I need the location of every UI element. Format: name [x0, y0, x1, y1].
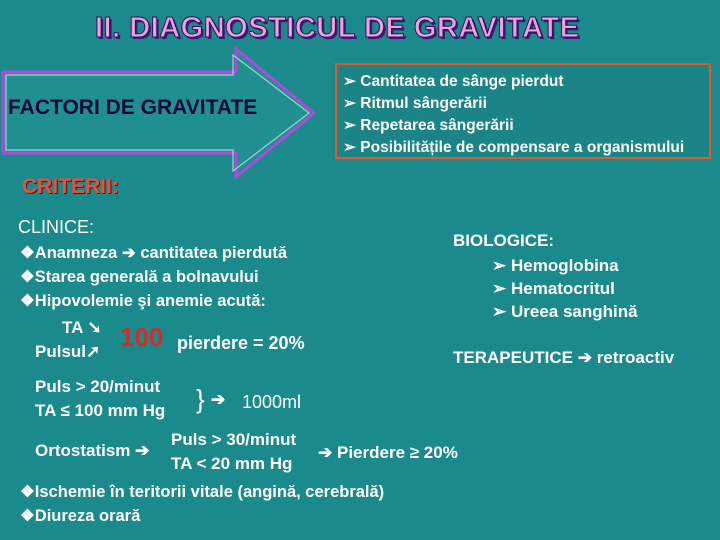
chevron-bullet-icon: ➢ — [492, 279, 511, 298]
diamond-bullet-icon: ❖ — [20, 244, 35, 262]
ta100-label: TA ≤ 100 mm Hg — [35, 401, 166, 420]
page-title: II. DIAGNOSTICUL DE GRAVITATE — [95, 12, 580, 44]
terapeutice-line: TERAPEUTICE ➔ retroactiv — [453, 348, 675, 367]
criterii-heading: CRITERII: — [22, 175, 119, 198]
biologice-item: ➢ Hematocritul — [492, 279, 615, 298]
factor-item: ➢ Cantitatea de sânge pierdut — [343, 73, 564, 90]
down-right-arrow-icon: ➘ — [87, 318, 102, 337]
anamneza-line: ❖Anamneza ➔ cantitatea pierdută — [20, 244, 288, 262]
chevron-bullet-icon: ➢ — [343, 139, 361, 156]
value-100: 100 — [120, 322, 164, 352]
ischemie-line: ❖Ischemie în teritorii vitale (angină, cerebrală) — [20, 483, 385, 501]
diamond-bullet-icon: ❖ — [20, 507, 35, 525]
ta20-label: TA < 20 mm Hg — [171, 454, 293, 473]
puls-label: Pulsul➚ — [35, 342, 101, 361]
clinice-heading: CLINICE: — [18, 217, 95, 237]
stare-line: ❖Starea generală a bolnavului — [20, 268, 259, 286]
chevron-bullet-icon: ➢ — [492, 256, 511, 275]
chevron-bullet-icon: ➢ — [492, 302, 511, 321]
biologice-heading: BIOLOGICE: — [453, 231, 555, 250]
brace-icon: } — [196, 384, 205, 414]
right-arrow-icon: ➔ — [121, 244, 136, 262]
diamond-bullet-icon: ❖ — [20, 292, 35, 310]
ta-label: TA ➘ — [62, 318, 102, 337]
puls30-label: Puls > 30/minut — [171, 430, 297, 449]
diamond-bullet-icon: ❖ — [20, 483, 35, 501]
ml1000-label: 1000ml — [242, 392, 302, 412]
puls20-label: Puls > 20/minut — [35, 377, 161, 396]
up-right-arrow-icon: ➚ — [86, 342, 101, 361]
chevron-bullet-icon: ➢ — [343, 95, 361, 112]
right-arrow-icon: ➔ — [577, 348, 592, 367]
chevron-bullet-icon: ➢ — [343, 117, 361, 134]
factori-label: FACTORI DE GRAVITATE — [8, 96, 258, 119]
right-arrow-icon: ➔ — [135, 441, 150, 460]
pierdere-label: pierdere = 20% — [177, 333, 305, 353]
chevron-bullet-icon: ➢ — [343, 73, 361, 90]
ortostatism-label: Ortostatism ➔ — [35, 441, 150, 460]
factor-item: ➢ Repetarea sângerării — [343, 117, 514, 134]
right-arrow-icon: ➔ — [211, 390, 226, 409]
right-arrow-icon: ➔ — [318, 443, 333, 462]
factor-item: ➢ Posibilitățile de compensare a organismului — [343, 139, 685, 156]
pierdere20-label: ➔ Pierdere ≥ 20% — [318, 443, 458, 462]
biologice-item: ➢ Ureea sanghină — [492, 302, 638, 321]
factor-item: ➢ Ritmul sângerării — [343, 95, 487, 112]
biologice-item: ➢ Hemoglobina — [492, 256, 619, 275]
hipovolemie-line: ❖Hipovolemie şi anemie acută: — [20, 292, 266, 310]
diamond-bullet-icon: ❖ — [20, 268, 35, 286]
diureza-line: ❖Diureza orară — [20, 507, 141, 525]
